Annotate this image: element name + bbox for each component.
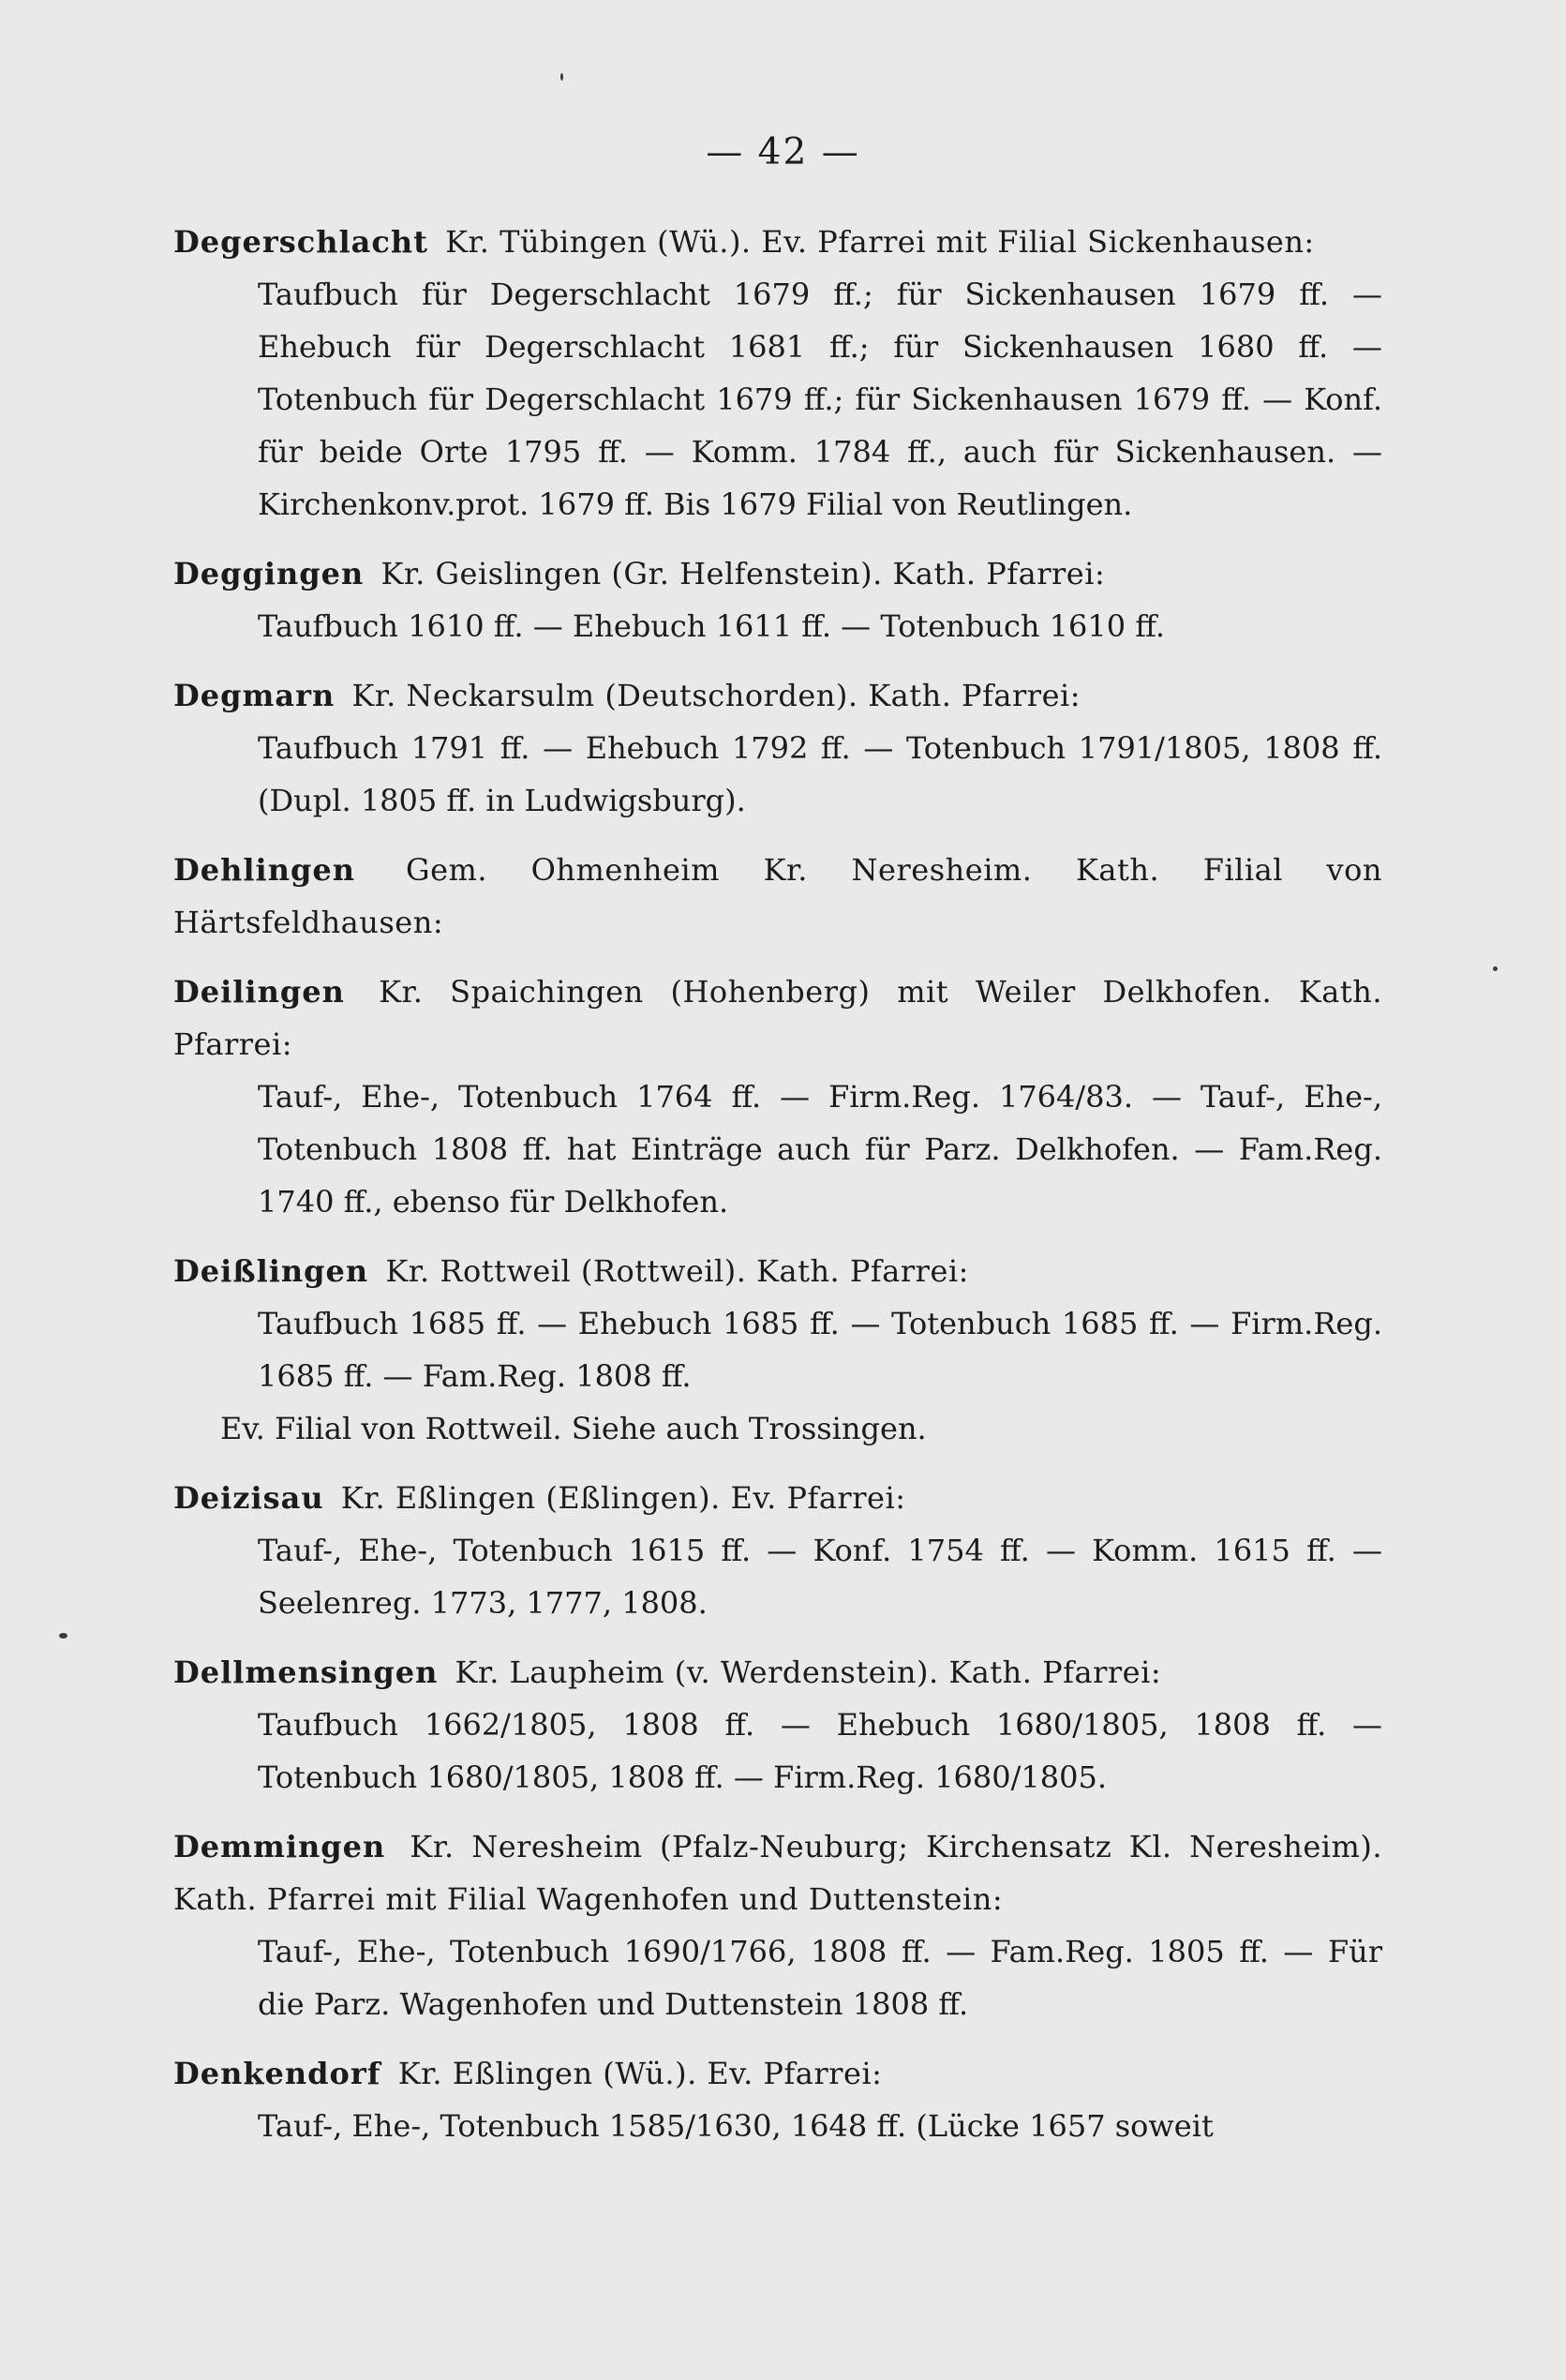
entry-headword: Denkendorf	[173, 2056, 381, 2091]
entry-headword: Dehlingen	[173, 852, 355, 888]
entry-line: Taufbuch 1662/1805, 1808 ff. — Ehebuch 1680/1805, 1808 ff. — Totenbuch 1680/1805, 1808 ff. — Firm.Reg. 1680/1805.	[258, 1707, 1382, 1795]
paper-speck	[1493, 966, 1498, 971]
entry-description: Gem. Ohmenheim Kr. Neresheim. Kath. Filial von Härtsfeldhausen:	[173, 852, 1383, 940]
entry-description: Kr. Rottweil (Rottweil). Kath. Pfarrei:	[385, 1253, 969, 1289]
entry	[173, 1245, 1382, 1455]
entry-line: Tauf-, Ehe-, Totenbuch 1585/1630, 1648 ff. (Lücke 1657 soweit	[258, 2108, 1214, 2144]
entry-headword: Deilingen	[173, 974, 345, 1010]
entry-body	[173, 1402, 1382, 1455]
entry-description: Kr. Laupheim (v. Werdenstein). Kath. Pfarrei:	[455, 1654, 1162, 1690]
entry-body	[173, 1699, 1382, 1804]
entry	[173, 669, 1382, 827]
entry	[173, 2047, 1382, 2152]
entry-body	[173, 1297, 1382, 1402]
entry-line: Tauf-, Ehe-, Totenbuch 1615 ff. — Konf. 1754 ff. — Komm. 1615 ff. — Seelenreg. 1773, 1777, 1808.	[258, 1533, 1382, 1621]
entry-line: Taufbuch 1791 ff. — Ehebuch 1792 ff. — Totenbuch 1791/1805, 1808 ff. (Dupl. 1805 ff. in Ludwigsburg).	[258, 730, 1382, 818]
entry-headword: Dellmensingen	[173, 1654, 439, 1690]
entry	[173, 965, 1382, 1228]
page-number: — 42 —	[706, 131, 860, 173]
entry-extra-line: Ev. Filial von Rottweil. Siehe auch Trossingen.	[220, 1411, 927, 1446]
entry-description: Kr. Eßlingen (Eßlingen). Ev. Pfarrei:	[340, 1480, 906, 1516]
entry-headword: Degmarn	[173, 678, 336, 713]
entry-line: Taufbuch für Degerschlacht 1679 ff.; für Sickenhausen 1679 ff. — Ehebuch für Degerschlacht 1681 ff.; für Sickenhausen 1680 ff. — Totenbuch für Degerschlacht 1679 ff.; für Sickenhausen 1679 ff. — Konf. für beide Orte 1795 ff. — Komm. 1784 ff., auch für Sickenhausen. — Kirchenkonv.prot. 1679 ff. Bis 1679 Filial von Reutlingen.	[258, 277, 1382, 522]
entry	[173, 216, 1382, 531]
entry-description: Kr. Neresheim (Pfalz-Neuburg; Kirchensatz Kl. Neresheim). Kath. Pfarrei mit Filial Wagenhofen und Duttenstein:	[173, 1829, 1383, 1917]
entry-line: Tauf-, Ehe-, Totenbuch 1690/1766, 1808 ff. — Fam.Reg. 1805 ff. — Für die Parz. Wagenhofen und Duttenstein 1808 ff.	[258, 1934, 1382, 2022]
entry-body	[173, 2100, 1382, 2152]
entry	[173, 1472, 1382, 1629]
entry-body	[173, 1070, 1382, 1228]
paper-speck	[59, 1633, 67, 1639]
entry-description: Kr. Spaichingen (Hohenberg) mit Weiler Delkhofen. Kath. Pfarrei:	[173, 974, 1382, 1062]
entry-body	[173, 1925, 1382, 2030]
entry-headword: Deizisau	[173, 1480, 324, 1516]
entry	[173, 547, 1382, 652]
entry-line: Taufbuch 1685 ff. — Ehebuch 1685 ff. — Totenbuch 1685 ff. — Firm.Reg. 1685 ff. — Fam.Reg. 1808 ff.	[258, 1306, 1382, 1394]
entry-description: Kr. Neckarsulm (Deutschorden). Kath. Pfarrei:	[351, 678, 1081, 713]
entry-body	[173, 722, 1382, 827]
gazetteer-entries	[173, 216, 1382, 2169]
paper-speck	[560, 73, 563, 81]
entry-description: Kr. Eßlingen (Wü.). Ev. Pfarrei:	[397, 2056, 883, 2091]
entry-description: Kr. Tübingen (Wü.). Ev. Pfarrei mit Filial Sickenhausen:	[445, 224, 1315, 260]
entry-headword: Deißlingen	[173, 1253, 369, 1289]
entry-headword: Degerschlacht	[173, 224, 428, 260]
entry-body	[173, 268, 1382, 531]
entry-line: Taufbuch 1610 ff. — Ehebuch 1611 ff. — Totenbuch 1610 ff.	[258, 608, 1166, 644]
entry-description: Kr. Geislingen (Gr. Helfenstein). Kath. Pfarrei:	[380, 556, 1106, 591]
entry	[173, 844, 1382, 949]
entry-line: Tauf-, Ehe-, Totenbuch 1764 ff. — Firm.Reg. 1764/83. — Tauf-, Ehe-, Totenbuch 1808 ff. hat Einträge auch für Parz. Delkhofen. — Fam.Reg. 1740 ff., ebenso für Delkhofen.	[258, 1079, 1382, 1220]
entry	[173, 1820, 1382, 2030]
entry	[173, 1646, 1382, 1804]
entry-headword: Demmingen	[173, 1829, 386, 1864]
entry-body	[173, 600, 1382, 652]
entry-headword: Deggingen	[173, 556, 365, 591]
entry-body	[173, 1524, 1382, 1629]
